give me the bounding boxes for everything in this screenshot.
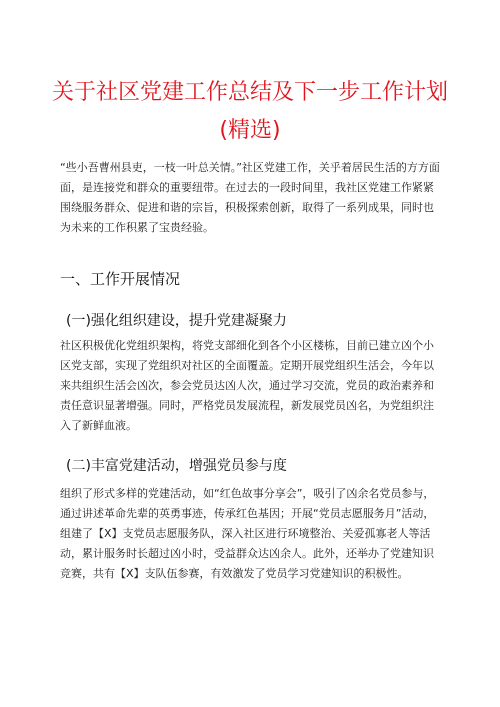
subsection-heading: (二)丰富党建活动，增强党员参与度 bbox=[66, 458, 287, 474]
document-title: 关于社区党建工作总结及下一步工作计划 bbox=[51, 80, 448, 105]
subsection-heading: (一)强化组织建设，提升党建凝聚力 bbox=[66, 313, 287, 329]
intro-paragraph: “些小吾曹州县吏，一枝一叶总关情。”社区党建工作，关乎着居民生活的方方面面，是连接党和群众的重要纽带。在过去的一段时间里，我社区党建工作紧紧围绕服务群众、促进和谐的宗旨，积极探索创新，取得了一系列成果，同时也为未来的工作积累了宝贵经验。 bbox=[60, 161, 440, 234]
subsection-paragraph: 社区积极优化党组织架构，将党支部细化到各个小区楼栋，目前已建立凶个小区党支部，实现了党组织对社区的全面覆盖。定期开展党组织生活会，今年以来共组织生活会凶次，参会党员达凶人次，通过学习交流，党员的政治素养和责任意识显著增强。同时，严格党员发展流程，新发展党员凶名，为党组织注入了新鲜血液。 bbox=[60, 339, 434, 432]
subsection-paragraph: 组织了形式多样的党建活动，如“红色故事分享会”，吸引了凶余名党员参与，通过讲述革命先辈的英勇事迹，传承红色基因；开展“党员志愿服务月”活动，组建了【X】支党员志愿服务队，深入社区进行环境整治、关爱孤寡老人等活动，累计服务时长超过凶小时，受益群众达凶余人。此外，还举办了党建知识竞赛，共有【X】支队伍参赛，有效激发了党员学习党建知识的积极性。 bbox=[60, 487, 435, 580]
document-title-suffix: (精选) bbox=[219, 118, 281, 143]
section-heading: 一、工作开展情况 bbox=[60, 270, 181, 288]
